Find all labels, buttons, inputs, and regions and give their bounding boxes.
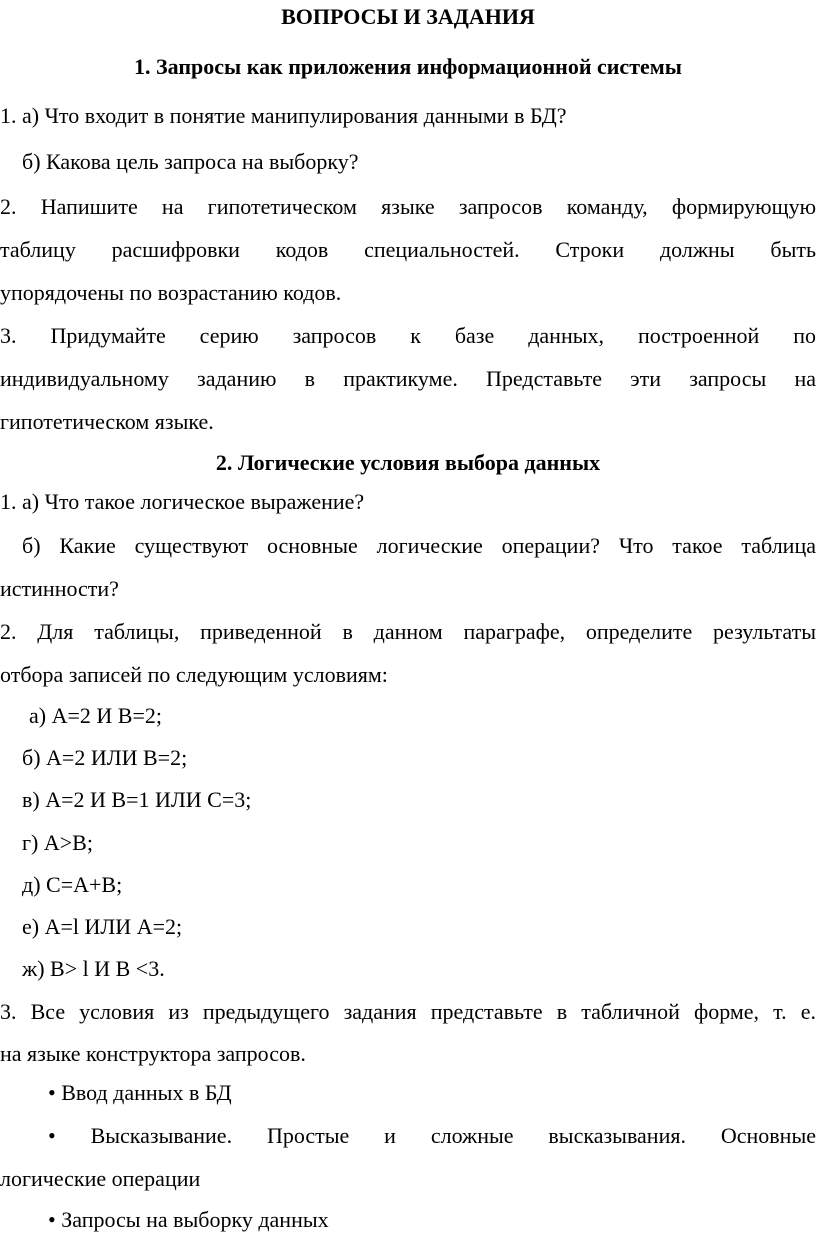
condition-item: а) А=2 И В=2; xyxy=(29,703,162,728)
question-2-line-1: 2. Напишите на гипотетическом языке запросов команду, формирующую xyxy=(0,194,816,219)
question-2-line-3: упорядочены по возрастанию кодов. xyxy=(0,280,342,305)
s2-question-2-line-2: отбора записей по следующим условиям: xyxy=(0,662,388,687)
bullet-item: • Запросы на выборку данных xyxy=(48,1207,329,1232)
section-heading-1: 1. Запросы как приложения информационной системы xyxy=(134,54,682,79)
condition-item: ж) В> l И В <3. xyxy=(22,956,165,981)
condition-item: б) А=2 ИЛИ В=2; xyxy=(22,745,188,770)
condition-item: г) А>В; xyxy=(22,830,93,855)
condition-item: е) А=l ИЛИ А=2; xyxy=(22,914,183,939)
s2-question-1b-line-2: истинности? xyxy=(0,576,119,601)
question-3-line-3: гипотетическом языке. xyxy=(0,409,214,434)
question-2-line-2: таблицу расшифровки кодов специальностей. Строки должны быть xyxy=(0,237,816,262)
question-3-line-1: 3. Придумайте серию запросов к базе данных, построенной по xyxy=(0,323,816,348)
question-1a: 1. а) Что входит в понятие манипулирования данными в БД? xyxy=(0,103,567,128)
question-1b: б) Какова цель запроса на выборку? xyxy=(22,149,359,174)
s2-question-3-line-1: 3. Все условия из предыдущего задания представьте в табличной форме, т. е. xyxy=(0,999,816,1024)
s2-question-1b-line-1: б) Какие существуют основные логические операции? Что такое таблица xyxy=(22,533,816,558)
s2-question-3-line-2: на языке конструктора запросов. xyxy=(0,1041,306,1066)
bullet-item: • Ввод данных в БД xyxy=(48,1080,232,1105)
s2-question-2-line-1: 2. Для таблицы, приведенной в данном параграфе, определите результаты xyxy=(0,619,816,644)
bullet-item-line-1: • Высказывание. Простые и сложные высказывания. Основные xyxy=(48,1123,816,1148)
s2-question-1a: 1. а) Что такое логическое выражение? xyxy=(0,489,365,514)
condition-item: д) С=А+В; xyxy=(22,872,123,897)
page-title: ВОПРОСЫ И ЗАДАНИЯ xyxy=(281,4,535,29)
section-heading-2: 2. Логические условия выбора данных xyxy=(215,450,601,475)
question-3-line-2: индивидуальному заданию в практикуме. Представьте эти запросы на xyxy=(0,366,816,391)
condition-item: в) А=2 И В=1 ИЛИ С=3; xyxy=(22,787,252,812)
bullet-item-line-2: логические операции xyxy=(0,1166,201,1191)
